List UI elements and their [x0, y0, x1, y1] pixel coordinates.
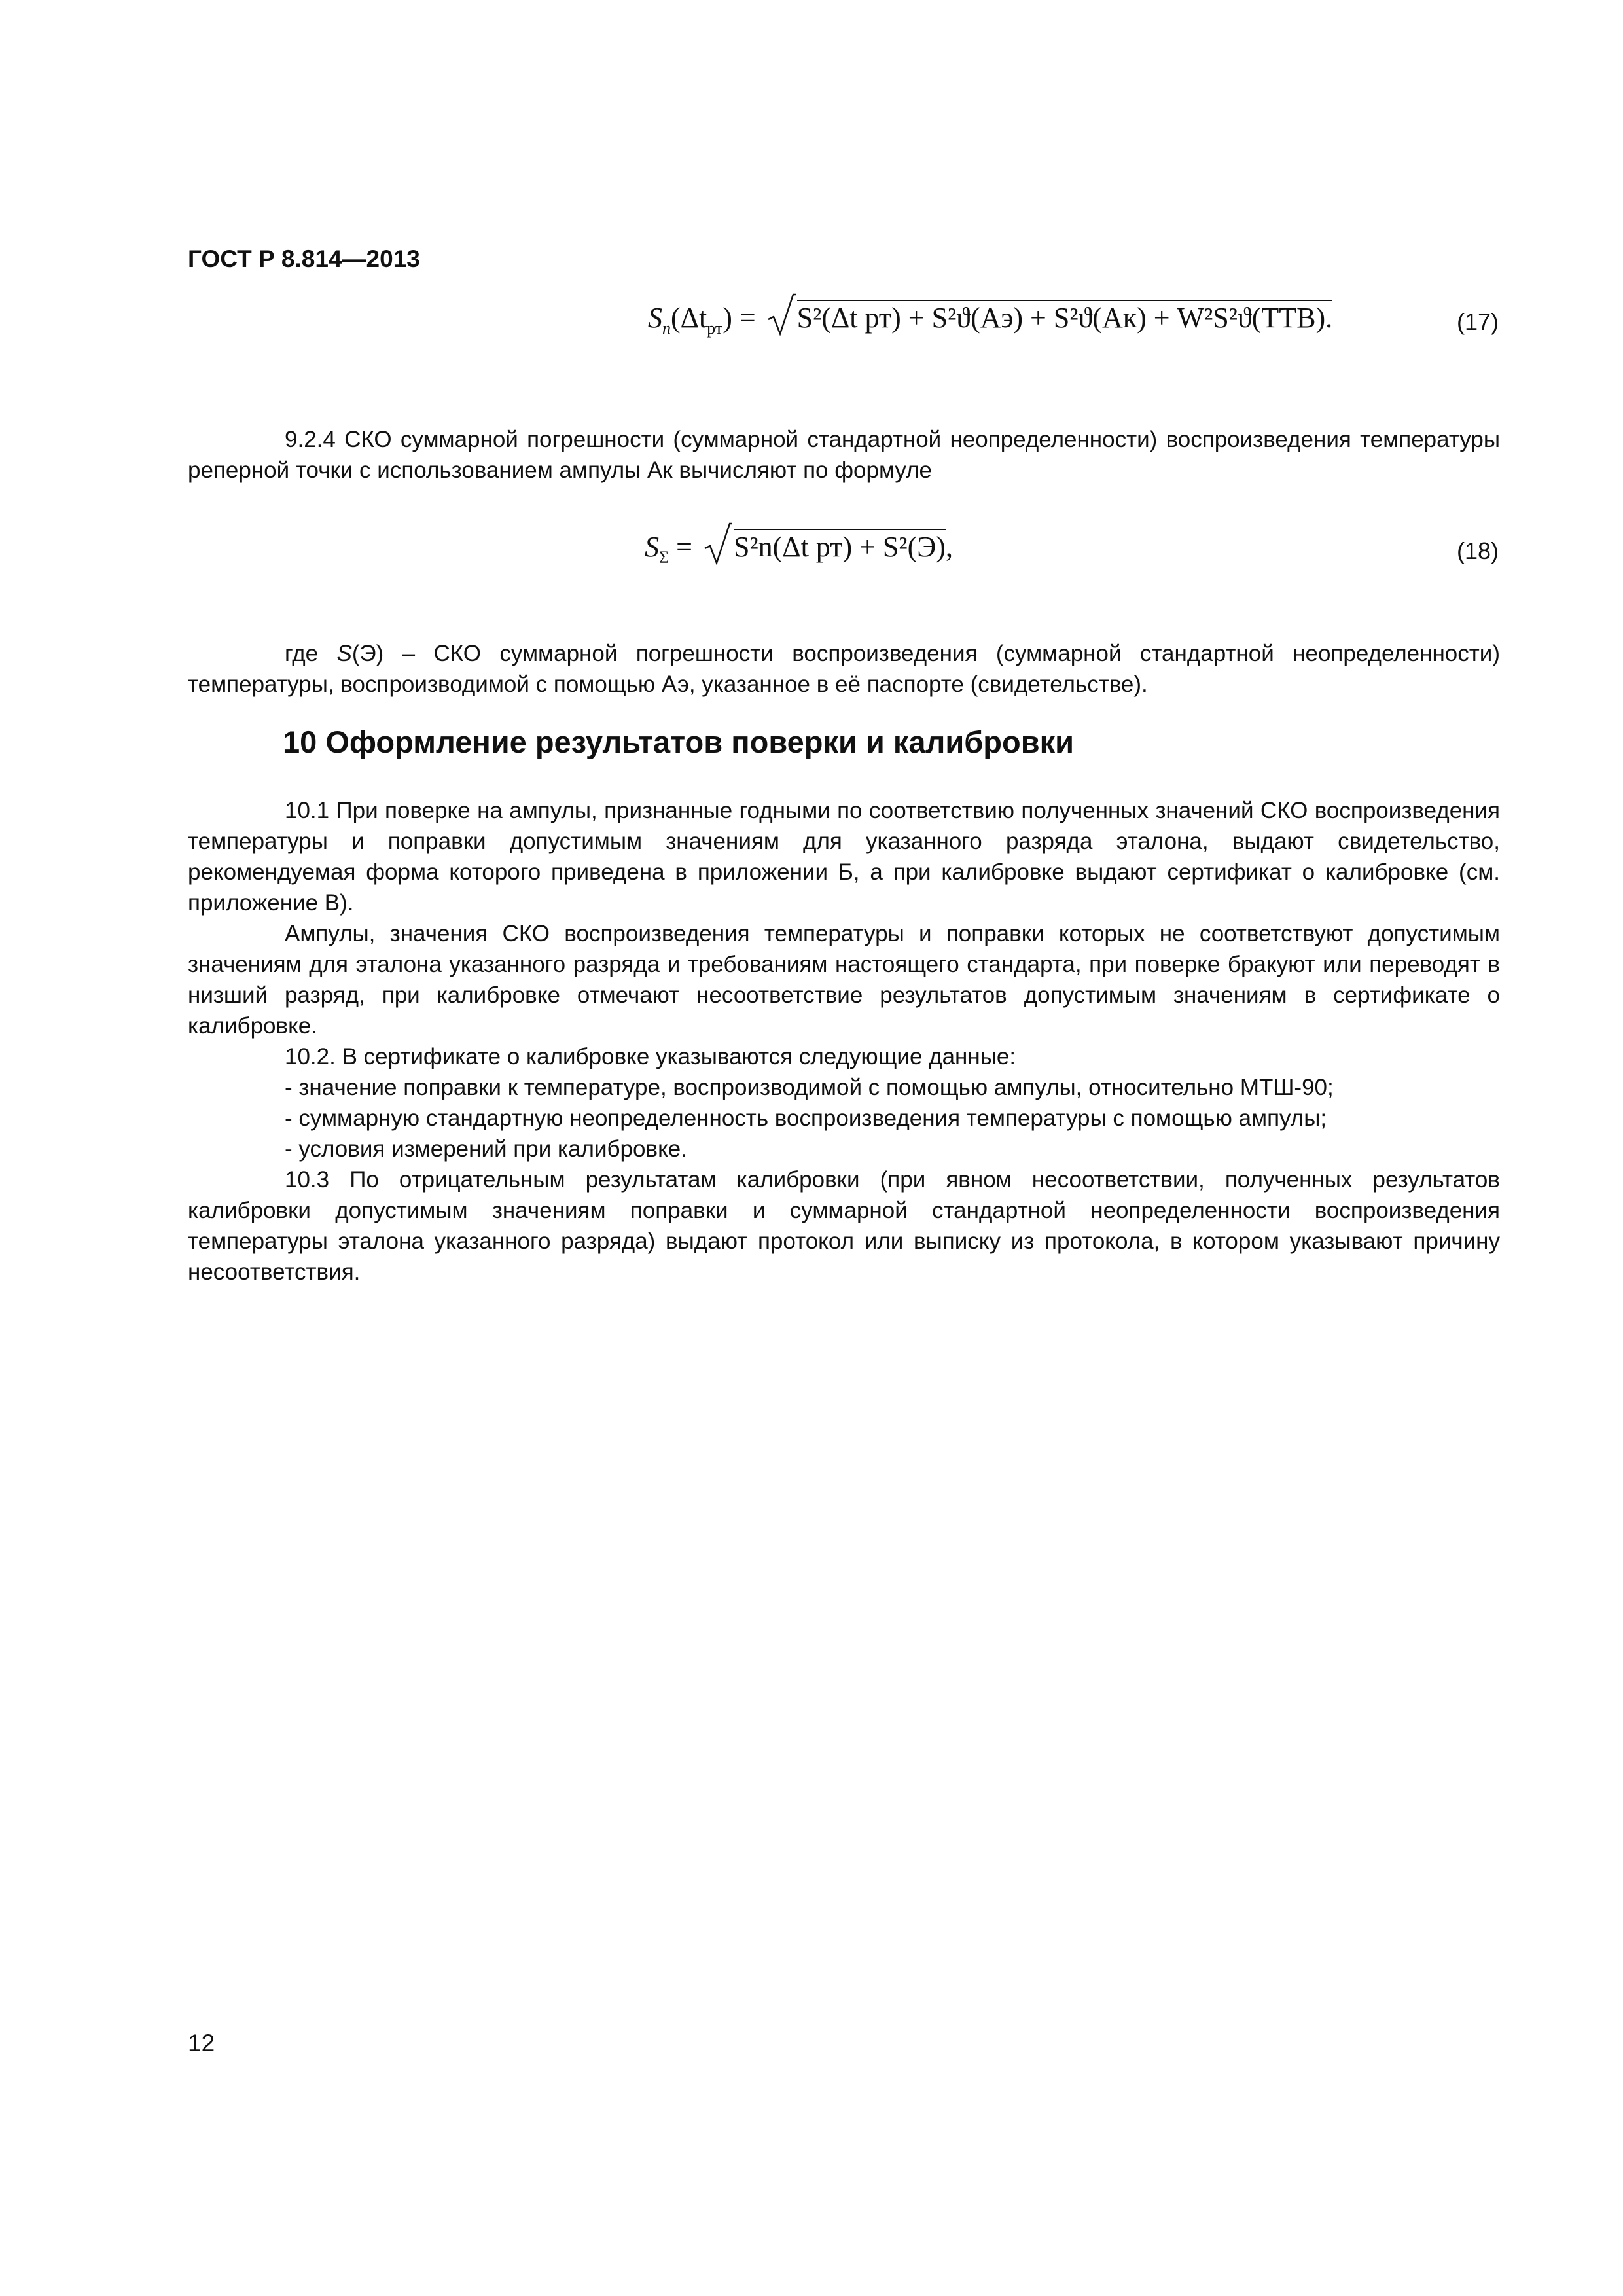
formula-17-lhs-arg-sub: рт [707, 318, 723, 338]
paragraph-9-2-4: 9.2.4 СКО суммарной погрешности (суммарной стандартной неопределенности) воспроизведения температуры реперной точки с использованием ампулы Ак вычисляют по формуле [188, 427, 1500, 483]
formula-17-radical [797, 300, 1332, 333]
formula-17-lhs: S [648, 302, 662, 334]
where-text: (Э) – СКО суммарной погрешности воспроизведения (суммарной стандартной неопределенности) температуры, воспроизводимой с помощью Аэ, указанное в её паспорте (свидетельстве). [188, 641, 1500, 697]
formula-18-radicand: S²n(Δt рт) + S²(Э) [734, 529, 946, 562]
paragraph-10-1: 10.1 При поверке на ампулы, признанные годными по соответствию полученных значений СКО воспроизведения температуры и поправки допустимым значениям для указанного разряда эталона, выдают свидетельство, рекомендуемая форма которого приведена в приложении Б, а при калибровке выдают сертификат о калибровке (см. приложение В). [188, 798, 1500, 916]
page-number: 12 [188, 2030, 215, 2056]
formula-18-eq: = [669, 531, 692, 563]
formula-18 [645, 529, 953, 573]
where-prefix: где [285, 641, 337, 666]
paragraph-10-2: 10.2. В сертификате о калибровке указываются следующие данные: [285, 1044, 1016, 1069]
list-item: - условия измерений при калибровке. [285, 1136, 687, 1162]
sqrt-icon [704, 522, 732, 565]
paragraph-10-3: 10.3 По отрицательным результатам калибровки (при явном несоответствии, полученных результатов калибровки допустимым значениям поправки и суммарной стандартной неопределенности воспроизведения температуры эталона указанного разряда) выдают протокол или выписку из протокола, в котором указывают причину несоответствия. [188, 1167, 1500, 1285]
section-10-body [188, 795, 1500, 1287]
formula-17-number: (17) [1456, 308, 1499, 335]
formula-18-lhs: S [645, 531, 659, 563]
where-symbol: S [336, 641, 352, 666]
standard-header: ГОСТ Р 8.814—2013 [188, 245, 420, 272]
formula-18-radical [734, 529, 946, 562]
list-item: - суммарную стандартную неопределенность воспроизведения температуры с помощью ампулы; [285, 1105, 1327, 1131]
list-item: - значение поправки к температуре, воспроизводимой с помощью ампулы, относительно МТШ-90; [285, 1075, 1334, 1100]
formula-18-lhs-sub: Σ [659, 547, 669, 567]
formula-17-lhs-close: ) = [722, 302, 756, 334]
formula-17-lhs-arg: (Δt [671, 302, 707, 334]
formula-17-radicand: S²(Δt рт) + S²ϑ(Аэ) + S²ϑ(Ак) + W²S²ϑ(ТТВ). [797, 300, 1332, 333]
paragraph-ampuly: Ампулы, значения СКО воспроизведения температуры и поправки которых не соответствуют допустимым значениям для эталона указанного разряда и требованиям настоящего стандарта, при поверке бракуют или переводят в низший разряд, при калибровке отмечают несоответствие результатов допустимым значениям в сертификате о калибровке. [188, 921, 1500, 1039]
formula-17-lhs-sub: n [662, 318, 671, 338]
section-10-title: 10 Оформление результатов поверки и калибровки [283, 725, 1075, 759]
formula-18-tail: , [945, 531, 953, 563]
sqrt-icon [767, 293, 796, 336]
formula-18-number: (18) [1456, 537, 1499, 564]
paragraph-where [188, 638, 1500, 700]
formula-17 [648, 300, 1332, 344]
